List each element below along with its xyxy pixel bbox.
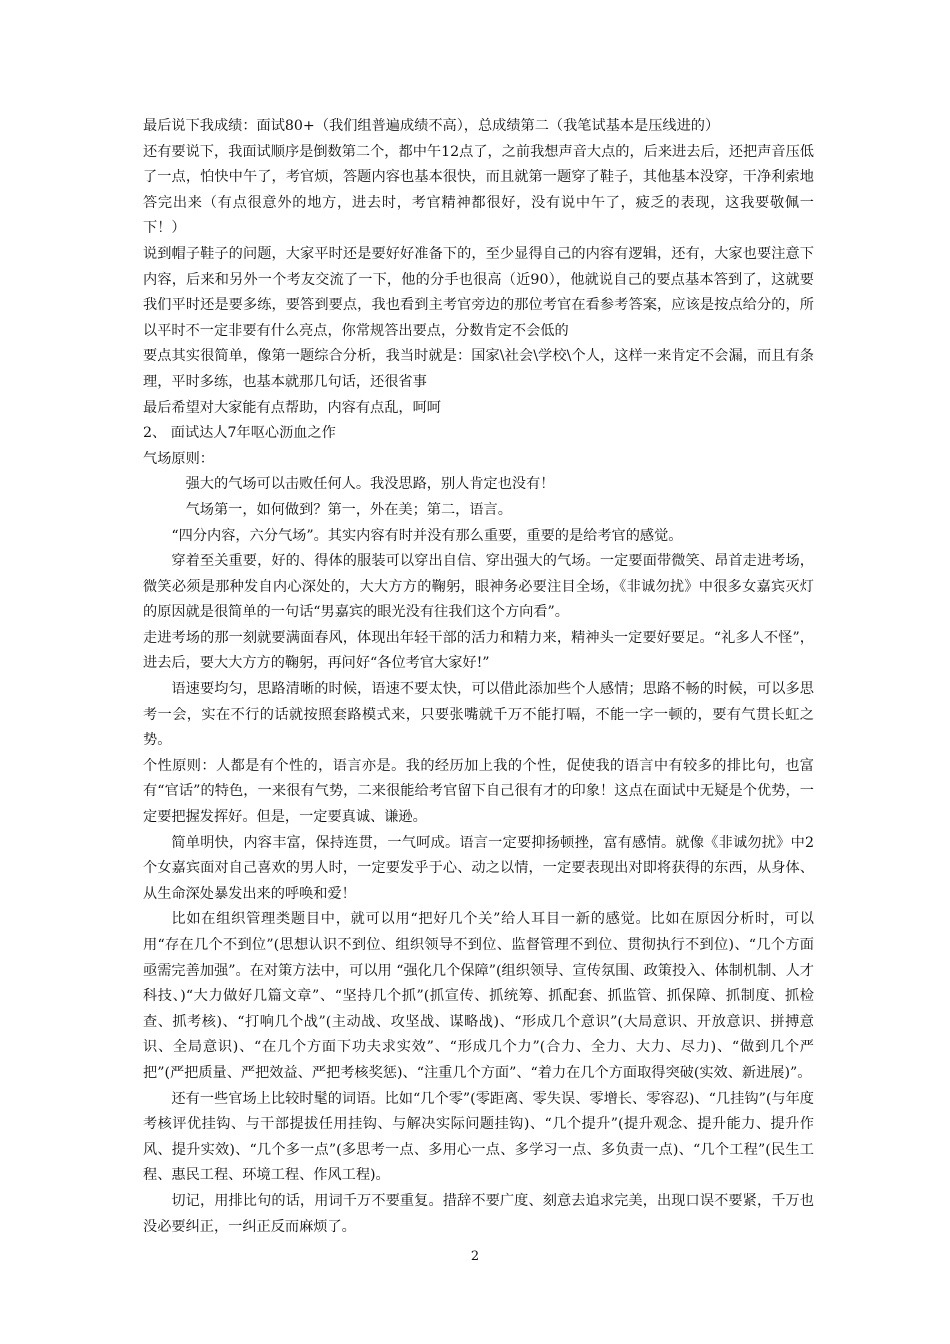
paragraph-entering: 走进考场的那一刻就要满面春风，体现出年轻干部的活力和精力来，精神头一定要好要足。“礼多人不怪”，进去后，要大大方方的鞠躬，再问好“各位考官大家好!”: [143, 629, 814, 672]
subheading-aura-principle: 气场原则：: [143, 450, 214, 467]
paragraph-personality: 个性原则：人都是有个性的，语言亦是。我的经历加上我的个性，促使我的语言中有较多的排比句，也富有“官话”的特色，一来很有气势，二来很能给考官留下自己很有才的印象！这点在面试中无疑是个优势，一定要把握发挥好。但是，一定要真诚、谦逊。: [143, 757, 814, 826]
document-body: [143, 114, 814, 1240]
page-number: 2: [470, 1249, 480, 1264]
paragraph-aura-1: 强大的气场可以击败任何人。我没思路，别人肯定也没有！: [185, 476, 555, 493]
paragraph-closing: 最后希望对大家能有点帮助，内容有点乱，呵呵: [143, 399, 441, 416]
paragraph-hat-shoes: 说到帽子鞋子的问题，大家平时还是要好好准备下的，至少显得自己的内容有逻辑，还有，大家也要注意下内容，后来和另外一个考友交流了一下，他的分手也很高（近90），他就说自己的要点基本答到了，这就要我们平时还是要多练，要答到要点，我也看到主考官旁边的那位考官在看参考答案，应该是按点给分的，所以平时不一定非要有什么亮点，你常规答出要点，分数肯定不会低的: [143, 245, 814, 339]
paragraph-attire: 穿着至关重要，好的、得体的服装可以穿出自信、穿出强大的气场。一定要面带微笑、昂首走进考场，微笑必须是那种发自内心深处的，大大方方的鞠躬，眼神务必要注目全场，《非诚勿扰》中很多女嘉宾灭灯的原因就是很简单的一句话“男嘉宾的眼光没有往我们这个方向看”。: [143, 553, 814, 621]
section-heading: 2、 面试达人7年呕心沥血之作: [143, 425, 336, 442]
paragraph-key-points: 要点其实很简单，像第一题综合分析，我当时就是：国家\社会\学校\个人，这样一来肯定不会漏，而且有条理，平时多练，也基本就那几句话，还很省事: [143, 348, 814, 390]
paragraph-speech-rate: 语速要均匀，思路清晰的时候，语速不要太快，可以借此添加些个人感情；思路不畅的时候，可以多思考一会，实在不行的话就按照套路模式来，只要张嘴就千万不能打嗝，不能一字一顿的，要有气贯长虹之势。: [143, 681, 814, 749]
paragraph-organization: 比如在组织管理类题目中，就可以用“把好几个关”给人耳目一新的感觉。比如在原因分析时，可以用“存在几个不到位”(思想认识不到位、组织领导不到位、监督管理不到位、贯彻执行不到位)、“几个方面亟需完善加强”。在对策方法中，可以用 “强化几个保障”(组织领导、宣传氛围、政策投入、体制机制、人才科技、)“大力做好几篇文章”、“坚持几个抓”(抓宣传、抓统筹、抓配套、抓监管、抓保障、抓制度、抓检查、抓考核)、“打响几个战”(主动战、攻坚战、谋略战)、“形成几个意识”(大局意识、开放意识、拼搏意识、全局意识)、“在几个方面下功夫求实效”、“形成几个力”(合力、全力、大力、尽力)、“做到几个严把”(严把质量、严把效益、严把考核奖惩)、“注重几个方面”、“着力在几个方面取得突破(实效、新进展)”。: [143, 911, 814, 1081]
paragraph-score: 最后说下我成绩：面试80+（我们组普遍成绩不高），总成绩第二（我笔试基本是压线进的）: [143, 118, 720, 134]
paragraph-buzzwords: 还有一些官场上比较时髦的词语。比如“几个零”(零距离、零失误、零增长、零容忍)、“几挂钩”(与年度考核评优挂钩、与干部提拔任用挂钩、与解决实际问题挂钩)、“几个提升”(提升观念、提升能力、提升作风、提升实效)、“几个多一点”(多思考一点、多用心一点、多学习一点、多负责一点)、“几个工程”(民生工程、惠民工程、环境工程、作风工程)。: [143, 1090, 814, 1184]
paragraph-aura-2: 气场第一，如何做到？第一，外在美；第二，语言。: [185, 501, 512, 518]
paragraph-order: 还有要说下，我面试顺序是倒数第二个，都中午12点了，之前我想声音大点的，后来进去后，还把声音压低了一点，怕快中午了，考官烦，答题内容也基本很快，而且就第一题穿了鞋子，其他基本没穿，干净利索地答完出来（有点很意外的地方，进去时，考官精神都很好，没有说中午了，疲乏的表现，这我要敬佩一下！）: [143, 143, 814, 237]
paragraph-caution: 切记，用排比句的话，用词千万不要重复。措辞不要广度、刻意去追求完美，出现口误不要紧，千万也没必要纠正，一纠正反而麻烦了。: [143, 1192, 814, 1235]
paragraph-aura-3: “四分内容，六分气场”。其实内容有时并没有那么重要，重要的是给考官的感觉。: [171, 527, 683, 544]
paragraph-concise: 简单明快，内容丰富，保持连贯，一气呵成。语言一定要抑扬顿挫，富有感情。就像《非诚勿扰》中2个女嘉宾面对自己喜欢的男人时，一定要发乎于心、动之以情，一定要表现出对即将获得的东西，从身体、从生命深处暴发出来的呼唤和爱！: [143, 834, 814, 902]
